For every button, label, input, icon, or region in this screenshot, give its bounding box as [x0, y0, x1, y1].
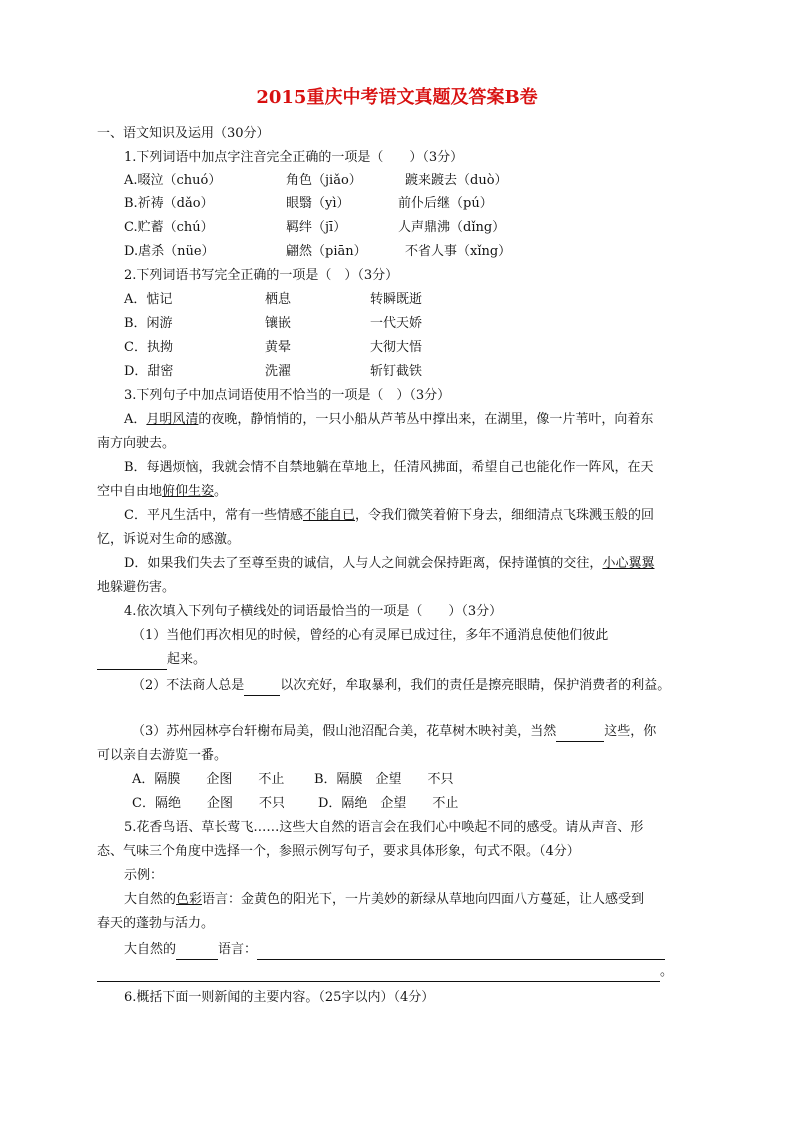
q4-option-b: B．隔膜 企望 不只 [314, 772, 454, 787]
question-3-stem: 3.下列句子中加点词语使用不恰当的一项是（ ）（3分） [124, 388, 451, 403]
q4-option-a: A．隔膜 企图 不止 [132, 772, 285, 787]
answer-line2: 。 [97, 962, 673, 982]
q3-option-c-line1: C．平凡生活中，常有一些情感不能自已，令我们微笑着俯下身去，细细清点飞珠溅玉般的回 [124, 508, 654, 523]
q1-option-b-word3: 前仆后继（pú） [398, 196, 493, 211]
q2-option-c-word3: 大彻大悟 [370, 340, 423, 355]
fill-blank-2[interactable] [244, 680, 280, 696]
question-1-stem: 1.下列词语中加点字注音完全正确的一项是（ ）（3分） [124, 150, 464, 165]
q1-option-c-word2: 羁绊（jī） [286, 220, 347, 235]
q1-option-d-word3: 不省人事（xǐng） [405, 244, 512, 259]
answer-blank-2[interactable] [97, 966, 660, 982]
q1-option-a-word3: 踱来踱去（duò） [405, 173, 508, 188]
answer-angle-blank[interactable] [176, 944, 218, 960]
q2-option-a: A．惦记 [124, 292, 173, 307]
q4-sentence-3-line2: 可以亲自去游览一番。 [97, 748, 228, 763]
q3-option-b-line1: B．每遇烦恼，我就会情不自禁地躺在草地上，任清风拂面，希望自己也能化作一阵风，在天 [124, 460, 654, 475]
answer-line1: 大自然的 语言： [124, 940, 665, 960]
q2-option-d-word3: 斩钉截铁 [370, 364, 423, 379]
q2-option-a-word2: 栖息 [265, 292, 292, 307]
section-heading: 一、语文知识及运用（30分） [97, 126, 270, 141]
q2-option-b: B．闲游 [124, 316, 173, 331]
q4-option-d: D．隔绝 企望 不止 [318, 796, 459, 811]
example-line1: 大自然的色彩语言：金黄色的阳光下，一片美妙的新绿从草地向四面八方蔓延，让人感受到 [124, 892, 645, 907]
question-5-stem-line1: 5.花香鸟语、草长莺飞……这些大自然的语言会在我们心中唤起不同的感受。请从声音、形 [124, 820, 644, 835]
q1-option-c: C.贮蓄（chú） [124, 220, 214, 235]
q1-option-c-word3: 人声鼎沸（dǐng） [398, 220, 506, 235]
question-2-stem: 2.下列词语书写完全正确的一项是（ ）（3分） [124, 268, 399, 283]
question-6-stem: 6.概括下面一则新闻的主要内容。（25字以内）（4分） [124, 990, 435, 1005]
q2-option-d: D．甜密 [124, 364, 174, 379]
q3-option-d-line2: 地躲避伤害。 [97, 580, 176, 595]
q4-sentence-3-line1: （3）苏州园林亭台轩榭布局美，假山池沼配合美，花草树木映衬美，当然 这些，你 [132, 722, 656, 742]
answer-blank-1[interactable] [257, 944, 665, 960]
q3-underlined-term-d: 小心翼翼 [602, 556, 655, 571]
fill-blank-3[interactable] [556, 726, 604, 742]
q3-underlined-term-c: 不能自已 [302, 508, 355, 523]
q1-option-d-word2: 翩然（piān） [286, 244, 367, 259]
q2-option-c-word2: 黄晕 [265, 340, 292, 355]
q4-sentence-2: （2）不法商人总是 以次充好，牟取暴利，我们的责任是擦亮眼睛，保护消费者的利益。 [132, 676, 670, 696]
q2-option-a-word3: 转瞬既逝 [370, 292, 423, 307]
q4-option-c: C．隔绝 企图 不只 [132, 796, 285, 811]
q3-option-a-line1: A．月明风清的夜晚，静悄悄的，一只小船从芦苇丛中撑出来，在湖里，像一片苇叶，向着东 [124, 412, 654, 427]
q1-option-b-word2: 眼翳（yì） [286, 196, 350, 211]
q4-sentence-1-line2: 起来。 [97, 650, 206, 670]
question-5-stem-line2: 态、气味三个角度中选择一个，参照示例写句子，要求具体形象，句式不限。（4分） [97, 844, 580, 859]
q3-option-d-line1: D．如果我们失去了至尊至贵的诚信，人与人之间就会保持距离，保持谨慎的交往，小心翼翼 [124, 556, 655, 571]
q4-sentence-1-line1: （1）当他们再次相见的时候，曾经的心有灵犀已成过往，多年不通消息使他们彼此 [132, 628, 609, 643]
q2-option-c: C．执拗 [124, 340, 173, 355]
example-line2: 春天的蓬勃与活力。 [97, 916, 215, 931]
q2-option-b-word2: 镶嵌 [265, 316, 292, 331]
page-title: 2015重庆中考语文真题及答案B卷 [256, 87, 538, 108]
fill-blank-1[interactable] [97, 654, 167, 670]
example-underlined-term: 色彩 [176, 892, 203, 907]
q3-option-a-line2: 南方向驶去。 [97, 436, 176, 451]
q2-option-d-word2: 洗濯 [265, 364, 292, 379]
q2-option-b-word3: 一代天娇 [370, 316, 423, 331]
q3-underlined-term-a: 月明风清 [146, 412, 199, 427]
q3-option-c-line2: 忆，诉说对生命的感激。 [97, 532, 241, 547]
q1-option-b: B.祈祷（dǎo） [124, 196, 214, 211]
q1-option-a-word2: 角色（jiǎo） [286, 173, 362, 188]
question-4-stem: 4.依次填入下列句子横线处的词语最恰当的一项是（ ）（3分） [124, 604, 503, 619]
q3-underlined-term-b: 俯仰生姿 [162, 484, 215, 499]
example-label: 示例： [124, 868, 164, 883]
q1-option-d: D.虐杀（nüe） [124, 244, 215, 259]
q1-option-a: A.啜泣（chuó） [124, 173, 222, 188]
q3-option-b-line2: 空中自由地俯仰生姿。 [97, 484, 228, 499]
